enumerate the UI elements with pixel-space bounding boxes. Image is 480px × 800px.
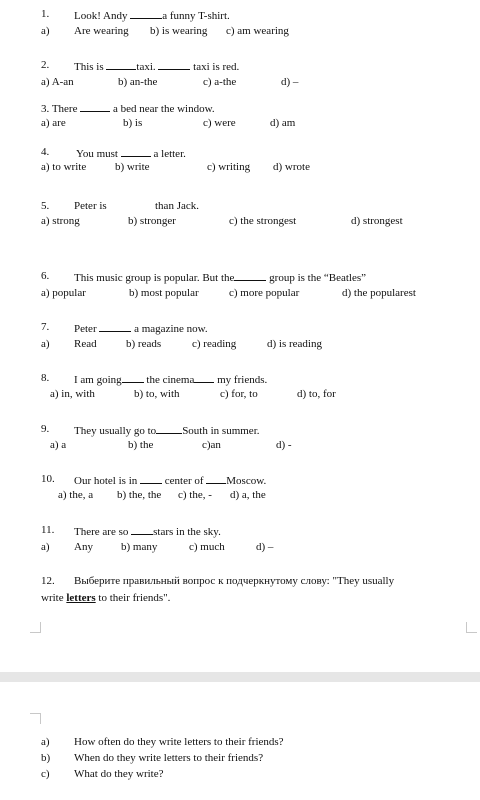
option-b: b) many: [121, 541, 158, 553]
option-b: b) the, the: [117, 489, 162, 501]
option-c: c) much: [189, 541, 225, 553]
option-a: a) strong: [41, 215, 80, 227]
question-1-text: Look! Andy a funny T-shirt.: [74, 10, 230, 22]
option-d: d) a, the: [230, 489, 266, 501]
option-b: b) the: [128, 439, 154, 451]
option-a: Read: [74, 338, 97, 350]
answer-a-label: a): [41, 736, 50, 748]
option-d: d) –: [281, 76, 299, 88]
option-c: c) reading: [192, 338, 237, 350]
answer-blank: [80, 101, 110, 112]
answer-a-text: How often do they write letters to their friends?: [74, 736, 284, 748]
option-a: Are wearing: [74, 25, 129, 37]
question-2-text: This is taxi. taxi is red.: [74, 61, 240, 73]
option-b: b) stronger: [128, 215, 176, 227]
option-b: b) is wearing: [150, 25, 208, 37]
option-c: c) were: [203, 117, 236, 129]
question-7-number: 7.: [41, 321, 50, 333]
question-10-text: Our hotel is in center of Moscow.: [74, 475, 267, 487]
question-8-number: 8.: [41, 372, 50, 384]
answer-blank: [131, 524, 153, 535]
option-c: c) am wearing: [226, 25, 289, 37]
question-11-text: There are so stars in the sky.: [74, 526, 221, 538]
question-3-text: 3. There a bed near the window.: [41, 103, 215, 115]
option-c: c) the strongest: [229, 215, 297, 227]
option-b: b) write: [115, 161, 150, 173]
option-c: c) a-the: [203, 76, 237, 88]
question-6-number: 6.: [41, 270, 50, 282]
question-10-number: 10.: [41, 473, 55, 485]
option-a: a) are: [41, 117, 66, 129]
page-corner-mark: [30, 713, 41, 724]
option-d: d) wrote: [273, 161, 310, 173]
option-c: c) writing: [207, 161, 251, 173]
question-6-text: This music group is popular. But the group is the “Beatles”: [74, 272, 367, 284]
answer-blank: [130, 8, 162, 19]
question-9-text: They usually go to South in summer.: [74, 425, 260, 437]
question-7-text: Peter a magazine now.: [74, 323, 208, 335]
option-d: d) –: [256, 541, 274, 553]
option-b: b) to, with: [134, 388, 180, 400]
option-d: d) am: [270, 117, 296, 129]
answer-b-label: b): [41, 752, 51, 764]
option-a: a) A-an: [41, 76, 74, 88]
option-d: d) to, for: [297, 388, 336, 400]
question-5-number: 5.: [41, 200, 50, 212]
answer-blank: [99, 321, 131, 332]
option-a: a) popular: [41, 287, 86, 299]
answer-blank: [121, 146, 151, 157]
option-c: c)an: [202, 439, 221, 451]
page-corner-mark: [466, 622, 477, 633]
option-d: d) is reading: [267, 338, 322, 350]
option-b: b) is: [123, 117, 143, 129]
answer-blank: [122, 372, 144, 383]
option-c: c) more popular: [229, 287, 300, 299]
question-12-number: 12.: [41, 575, 55, 587]
answer-blank: [234, 270, 266, 281]
answer-c-label: c): [41, 768, 50, 780]
option-a: a) the, a: [58, 489, 94, 501]
option-d: d) strongest: [351, 215, 403, 227]
answer-b-text: When do they write letters to their friends?: [74, 752, 264, 764]
question-5-text-end: than Jack.: [155, 200, 199, 212]
option-d: d) the popularest: [342, 287, 416, 299]
option-a-label: a): [41, 541, 50, 553]
option-a-label: a): [41, 25, 50, 37]
question-9-number: 9.: [41, 423, 50, 435]
page-break-gap: [0, 672, 480, 682]
question-12-line-2: write letters to their friends".: [41, 592, 171, 604]
option-a: a) a: [50, 439, 67, 451]
question-1-number: 1.: [41, 8, 50, 20]
answer-blank: [156, 423, 182, 434]
option-d: d) -: [276, 439, 292, 451]
question-11-number: 11.: [41, 524, 55, 536]
page-corner-mark: [30, 622, 41, 633]
option-b: b) an-the: [118, 76, 158, 88]
answer-c-text: What do they write?: [74, 768, 164, 780]
question-2-number: 2.: [41, 59, 50, 71]
option-c: c) the, -: [178, 489, 212, 501]
option-b: b) most popular: [129, 287, 199, 299]
option-a: a) to write: [41, 161, 87, 173]
question-5-text-start: Peter is: [74, 200, 107, 212]
option-a-label: a): [41, 338, 50, 350]
answer-blank: [194, 372, 214, 383]
option-c: c) for, to: [220, 388, 258, 400]
question-12-line-1: Выберите правильный вопрос к подчеркнутому слову: "They usually: [74, 575, 395, 587]
underlined-word: letters: [66, 592, 96, 604]
option-a: a) in, with: [50, 388, 95, 400]
answer-blank: [140, 473, 162, 484]
answer-blank: [206, 473, 226, 484]
answer-blank: [106, 59, 136, 70]
option-a: Any: [74, 541, 93, 553]
answer-blank: [158, 59, 190, 70]
question-4-number: 4.: [41, 146, 50, 158]
question-8-text: I am going the cinema my friends.: [74, 374, 268, 386]
option-b: b) reads: [126, 338, 162, 350]
question-4-text: You must a letter.: [76, 148, 186, 160]
